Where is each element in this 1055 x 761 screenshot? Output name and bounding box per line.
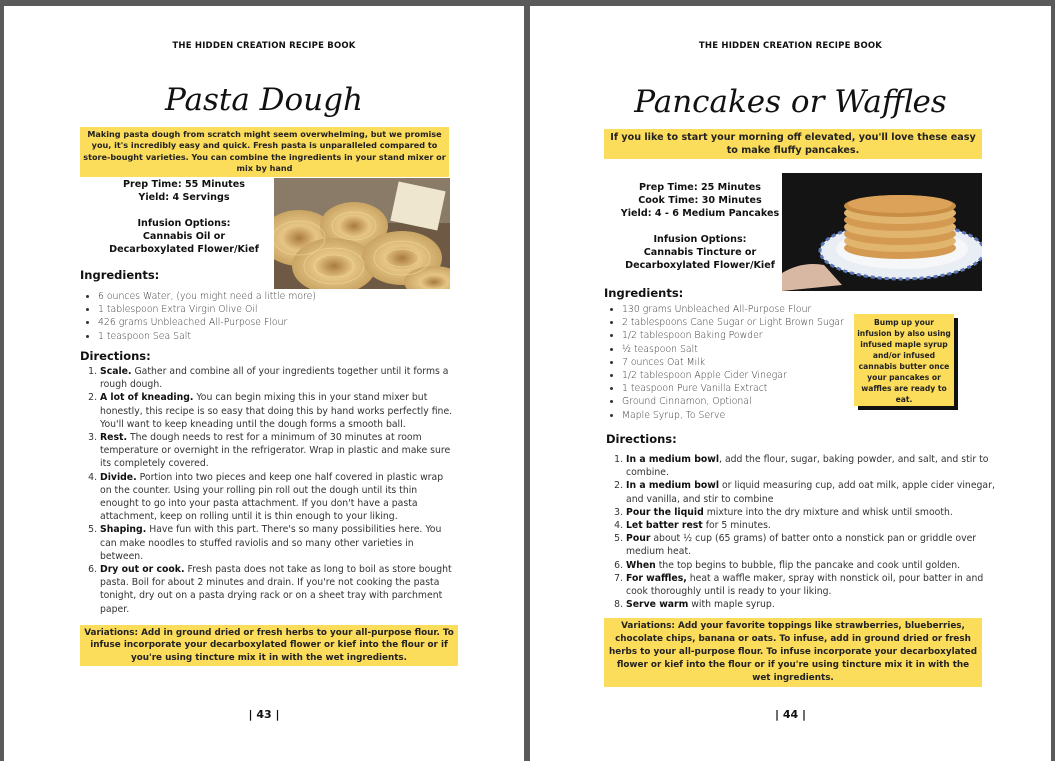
direction-step: 1. In a medium bowl, add the flour, sugar, baking powder, and salt, and stir to combine. bbox=[626, 453, 1004, 479]
ingredient-item: • 1 teaspoon Sea Salt bbox=[98, 330, 428, 343]
direction-step: 6. When the top begins to bubble, flip the pancake and cook until golden. bbox=[626, 559, 1004, 572]
prep-time: Prep Time: 25 Minutes bbox=[639, 182, 761, 193]
ingredient-item: • 7 ounces Oat Milk bbox=[622, 356, 862, 369]
page-43 bbox=[4, 6, 524, 761]
direction-step: 3. Rest. The dough needs to rest for a minimum of 30 minutes at room temperature or overnight in the refrigerator. Wrap in plastic and make sure its completely covered. bbox=[100, 431, 456, 471]
direction-step: 5. Pour about ½ cup (65 grams) of batter onto a nonstick pan or griddle over medium heat. bbox=[626, 532, 1004, 558]
direction-step: 4. Divide. Portion into two pieces and keep one half covered in plastic wrap on the counter. Using your rolling pin roll out the dough until its thin enought to go into your pasta attachment. If you don't have a pasta attachment, keep on rolling until it is thin enough to your liking. bbox=[100, 471, 456, 524]
infusion-option: Decarboxylated Flower/Kief bbox=[625, 260, 775, 271]
page-44 bbox=[530, 6, 1051, 761]
ingredient-item: • 426 grams Unbleached All-Purpose Flour bbox=[98, 316, 428, 329]
ingredients-list bbox=[80, 290, 428, 343]
yield: Yield: 4 - 6 Medium Pancakes bbox=[620, 208, 780, 219]
direction-step: 2. A lot of kneading. You can begin mixing this in your stand mixer but honestly, this recipe is so easy that doing this by hand works perfectly fine. You'll want to keep kneading until the dough forms a smooth ball. bbox=[100, 391, 456, 431]
ingredients-list bbox=[604, 303, 862, 422]
direction-step: 2. In a medium bowl or liquid measuring cup, add oat milk, apple cider vinegar, and vanilla, and stir to combine bbox=[626, 479, 1004, 505]
direction-step: 3. Pour the liquid mixture into the dry mixture and whisk until smooth. bbox=[626, 506, 1004, 519]
infusion-option: Cannabis Tincture or bbox=[643, 247, 757, 258]
infusion-heading: Infusion Options: bbox=[137, 218, 231, 229]
ingredient-item: • 1/2 tablespoon Apple Cider Vinegar bbox=[622, 369, 862, 382]
ingredient-item: • 6 ounces Water, (you might need a little more) bbox=[98, 290, 428, 303]
ingredient-item: • 130 grams Unbleached All-Purpose Flour bbox=[622, 303, 862, 316]
prep-time: Prep Time: 55 Minutes bbox=[123, 179, 245, 190]
ingredient-item: • 1/2 tablespoon Baking Powder bbox=[622, 329, 862, 342]
infusion-heading: Infusion Options: bbox=[653, 234, 747, 245]
recipe-meta bbox=[620, 181, 780, 272]
ingredient-item: • ½ teaspoon Salt bbox=[622, 343, 862, 356]
directions-heading: Directions: bbox=[80, 349, 151, 363]
book-header: THE HIDDEN CREATION RECIPE BOOK bbox=[698, 41, 883, 51]
infusion-option: Decarboxylated Flower/Kief bbox=[109, 244, 259, 255]
ingredients-heading: Ingredients: bbox=[604, 286, 684, 300]
direction-step: 8. Serve warm with maple syrup. bbox=[626, 598, 1004, 611]
direction-step: 5. Shaping. Have fun with this part. There's so many possibilities here. You can make noodles to stuffed raviolis and so many other varieties in between. bbox=[100, 523, 456, 563]
variations-highlight: Variations: Add your favorite toppings like strawberries, blueberries, chocolate chips, banana or oats. To infuse, add in ground dried or fresh herbs to your all-purpose flour. To infuse incorporate your decarboxylated flower or kief into the flour or if you're using tincture mix it in with the wet ingredients. bbox=[604, 618, 982, 687]
yield: Yield: 4 Servings bbox=[138, 192, 230, 203]
directions-list bbox=[80, 365, 456, 616]
ingredient-item: • 1 tablespoon Extra Virgin Olive Oil bbox=[98, 303, 428, 316]
direction-step: 4. Let batter rest for 5 minutes. bbox=[626, 519, 1004, 532]
page-number: | 43 | bbox=[248, 708, 280, 721]
recipe-title: Pasta Dough bbox=[165, 82, 363, 118]
book-header: THE HIDDEN CREATION RECIPE BOOK bbox=[172, 41, 356, 51]
variations-highlight: Variations: Add in ground dried or fresh herbs to your all-purpose flour. To infuse incorporate your decarboxylated flower or kief into the flour or if you're using tincture mix it in with the wet ingredients. bbox=[80, 625, 458, 666]
pancakes-photo bbox=[782, 173, 982, 291]
direction-step: 7. For waffles, heat a waffle maker, spray with nonstick oil, pour batter in and cook thoroughly until is ready to your liking. bbox=[626, 572, 1004, 598]
directions-heading: Directions: bbox=[606, 432, 677, 446]
ingredient-item: • Ground Cinnamon, Optional bbox=[622, 395, 862, 408]
intro-highlight: Making pasta dough from scratch might seem overwhelming, but we promise you, it's incredibly easy and quick. Fresh pasta is unparalleled compared to store-bought varieties. You can combine the ingredients in your stand mixer or mix by hand bbox=[80, 127, 449, 177]
ingredient-item: • Maple Syrup, To Serve bbox=[622, 409, 862, 422]
directions-list bbox=[606, 453, 1004, 611]
infusion-option: Cannabis Oil or bbox=[142, 231, 226, 242]
direction-step: 1. Scale. Gather and combine all of your ingredients together until it forms a rough dough. bbox=[100, 365, 456, 391]
pasta-photo bbox=[274, 178, 450, 289]
recipe-title: Pancakes or Waffles bbox=[634, 84, 947, 120]
ingredient-item: • 2 tablespoons Cane Sugar or Light Brown Sugar bbox=[622, 316, 862, 329]
page-number: | 44 | bbox=[774, 708, 806, 721]
ingredient-item: • 1 teaspoon Pure Vanilla Extract bbox=[622, 382, 862, 395]
tip-callout: Bump up your infusion by also using infused maple syrup and/or infused cannabis butter once your pancakes or waffles are ready to eat. bbox=[854, 314, 954, 406]
ingredients-heading: Ingredients: bbox=[80, 268, 160, 282]
direction-step: 6. Dry out or cook. Fresh pasta does not take as long to boil as store bought pasta. Boil for about 2 minutes and drain. If you're not cooking the pasta tonight, dry out on a pasta drying rack or on a sheet tray with parchment paper. bbox=[100, 563, 456, 616]
intro-highlight: If you like to start your morning off elevated, you'll love these easy to make fluffy pancakes. bbox=[604, 129, 982, 159]
cook-time: Cook Time: 30 Minutes bbox=[638, 195, 762, 206]
recipe-meta bbox=[109, 178, 259, 256]
